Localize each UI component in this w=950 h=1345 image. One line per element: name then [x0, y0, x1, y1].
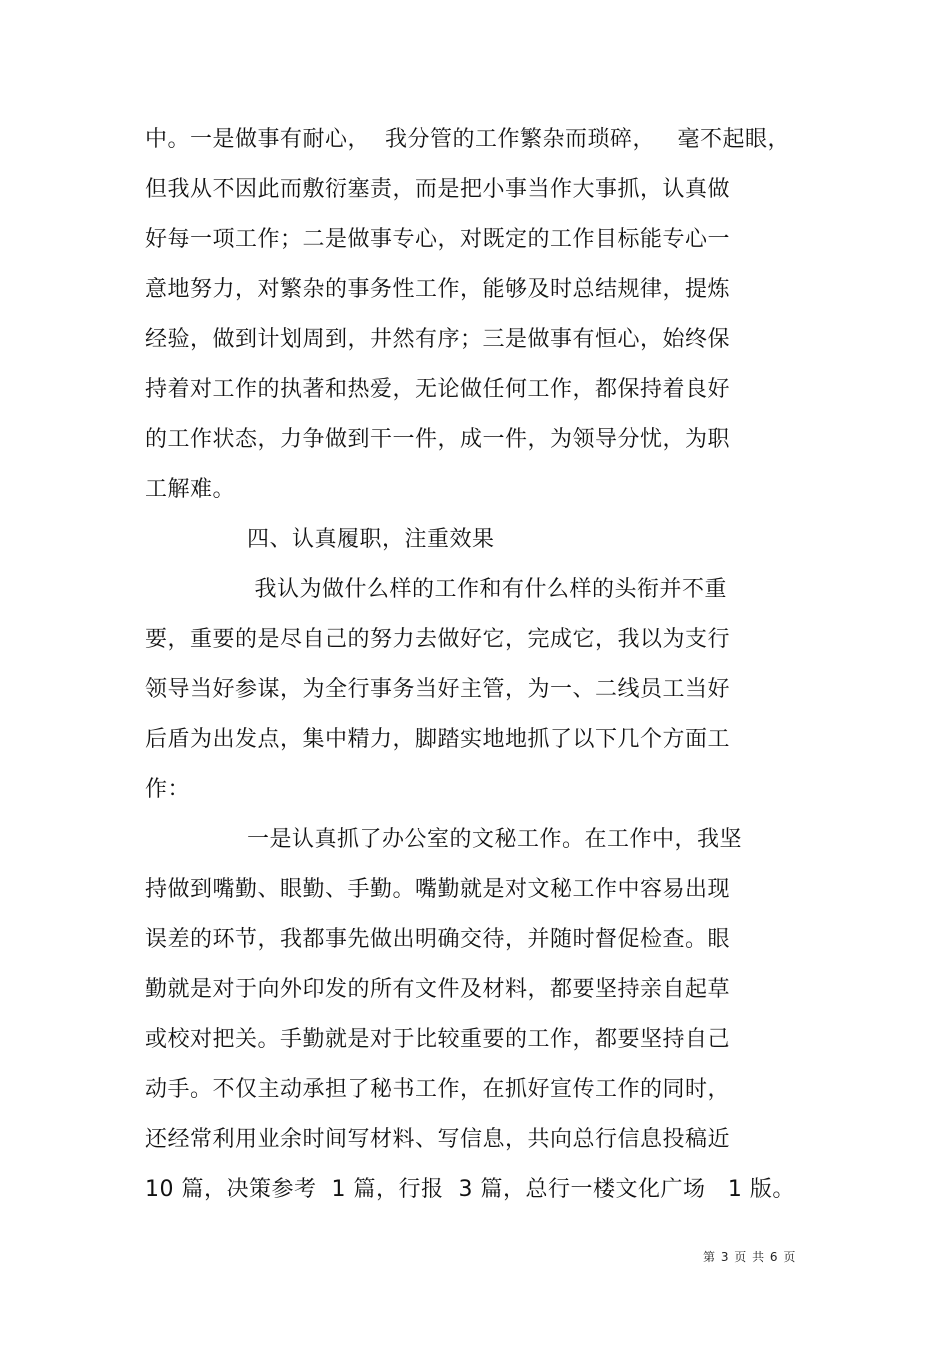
text-line: 要，重要的是尽自己的努力去做好它，完成它，我以为支行 — [145, 627, 731, 652]
text-line: 一是认真抓了办公室的文秘工作。在工作中，我坚 — [247, 827, 743, 852]
text-line: 意地努力，对繁杂的事务性工作，能够及时总结规律，提炼 — [145, 277, 731, 302]
text-line: 经验，做到计划周到，井然有序；三是做事有恒心，始终保 — [145, 327, 731, 352]
page-number-footer: 第 3 页 共 6 页 — [703, 1250, 797, 1264]
text-line: 好每一项工作；二是做事专心，对既定的工作目标能专心一 — [145, 227, 731, 252]
text-line: 但我从不因此而敷衍塞责，而是把小事当作大事抓，认真做 — [145, 177, 731, 202]
text-line: 勤就是对于向外印发的所有文件及材料，都要坚持亲自起草 — [145, 977, 731, 1002]
text-line: 持着对工作的执著和热爱，无论做任何工作，都保持着良好 — [145, 377, 731, 402]
section-heading: 四、认真履职，注重效果 — [247, 527, 495, 552]
text-line: 的工作状态，力争做到干一件，成一件，为领导分忧，为职 — [145, 427, 731, 452]
text-line: 后盾为出发点，集中精力，脚踏实地地抓了以下几个方面工 — [145, 727, 731, 752]
text-line: 作： — [145, 777, 191, 802]
text-line: 领导当好参谋，为全行事务当好主管，为一、二线员工当好 — [145, 677, 731, 702]
text-line: 我认为做什么样的工作和有什么样的头衔并不重 — [247, 577, 727, 602]
text-line: 或校对把关。手勤就是对于比较重要的工作，都要坚持自己 — [145, 1027, 731, 1052]
text-line: 持做到嘴勤、眼勤、手勤。嘴勤就是对文秘工作中容易出现 — [145, 877, 731, 902]
text-line: 动手。不仅主动承担了秘书工作，在抓好宣传工作的同时， — [145, 1077, 731, 1102]
text-line: 工解难。 — [145, 477, 236, 502]
text-line: 10 篇，决策参考 1 篇，行报 3 篇，总行一楼文化广场 1 版。 — [145, 1177, 795, 1202]
text-line: 还经常利用业余时间写材料、写信息，共向总行信息投稿近 — [145, 1127, 731, 1152]
text-line: 误差的环节，我都事先做出明确交待，并随时督促检查。眼 — [145, 927, 731, 952]
text-line: 中。一是做事有耐心， 我分管的工作繁杂而琐碎， 毫不起眼， — [145, 127, 790, 152]
